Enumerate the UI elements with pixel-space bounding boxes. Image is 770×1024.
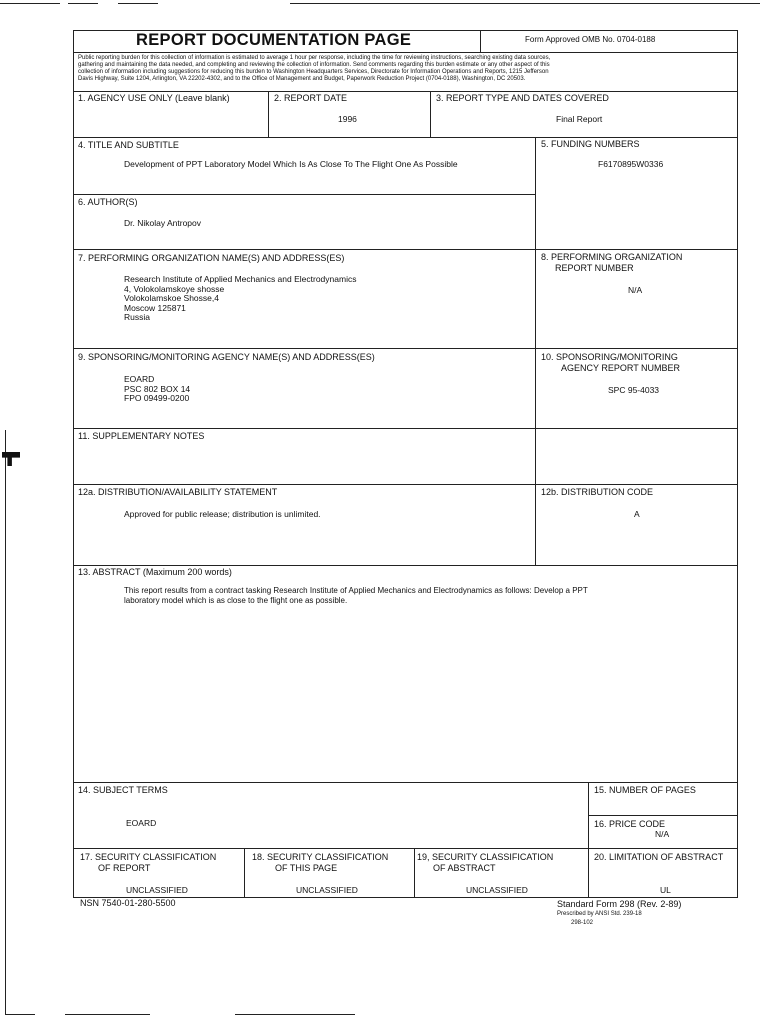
abstract-line: This report results from a contract tasking Research Institute of Applied Mechanics and Electrodynamics as follows: Develop a PPT	[124, 586, 588, 595]
divider	[73, 52, 738, 53]
security-page-value[interactable]: UNCLASSIFIED	[296, 885, 358, 895]
funding-value[interactable]: F6170895W0336	[598, 159, 664, 169]
limitation-value[interactable]: UL	[660, 885, 671, 895]
limitation-label: 20. LIMITATION OF ABSTRACT	[594, 852, 724, 862]
performing-report-label-2: REPORT NUMBER	[555, 263, 634, 273]
divider	[244, 848, 245, 898]
address-line: PSC 802 BOX 14	[124, 383, 191, 394]
scan-mark	[235, 1014, 355, 1015]
number-of-pages-label: 15. NUMBER OF PAGES	[594, 785, 696, 795]
security-report-label-2: OF REPORT	[98, 863, 151, 873]
performing-org-address[interactable]	[124, 275, 356, 323]
author-value[interactable]: Dr. Nikolay Antropov	[124, 218, 202, 228]
nsn-number: NSN 7540-01-280-5500	[80, 898, 176, 908]
title-label: 4. TITLE AND SUBTITLE	[78, 140, 179, 150]
price-code-value[interactable]: N/A	[655, 829, 670, 839]
divider	[268, 91, 269, 137]
divider	[73, 348, 738, 349]
performing-report-value[interactable]: N/A	[628, 285, 643, 295]
security-report-value[interactable]: UNCLASSIFIED	[126, 885, 188, 895]
divider	[73, 249, 738, 250]
divider	[414, 848, 415, 898]
scan-mark	[5, 1014, 35, 1015]
performing-org-label: 7. PERFORMING ORGANIZATION NAME(S) AND ADDRESS(ES)	[78, 253, 345, 263]
scan-mark	[118, 3, 158, 4]
scan-mark	[68, 3, 98, 4]
scan-margin-line	[5, 430, 6, 1015]
title-value[interactable]: Development of PPT Laboratory Model Which Is As Close To The Flight One As Possible	[124, 159, 458, 169]
address-line: Research Institute of Applied Mechanics and Electrodynamics	[124, 274, 357, 284]
address-line: Moscow 125871	[124, 302, 186, 313]
standard-form-label: Standard Form 298 (Rev. 2-89)	[557, 899, 682, 909]
divider	[430, 91, 431, 137]
divider	[535, 137, 536, 565]
divider	[73, 91, 738, 92]
divider	[588, 848, 589, 898]
abstract-text[interactable]	[124, 586, 734, 606]
security-abstract-label-2: OF ABSTRACT	[433, 863, 496, 873]
prescribed-by-label: Prescribed by ANSI Std. 239-18	[557, 911, 642, 917]
author-label: 6. AUTHOR(S)	[78, 197, 138, 207]
address-line: Russia	[124, 312, 150, 322]
divider	[73, 428, 738, 429]
performing-report-label: 8. PERFORMING ORGANIZATION	[541, 252, 683, 262]
divider	[73, 565, 738, 566]
address-line: Volokolamskoe Shosse,4	[124, 293, 219, 303]
subject-terms-label: 14. SUBJECT TERMS	[78, 785, 168, 795]
scan-mark	[290, 3, 760, 4]
form-approved-label: Form Approved OMB No. 0704-0188	[525, 35, 656, 44]
burden-line: gathering and maintaining the data needed, and completing and reviewing the collection of information. Send comments regarding this burden estimate or any other aspect of this	[78, 62, 550, 68]
report-type-label: 3. REPORT TYPE AND DATES COVERED	[436, 93, 609, 103]
report-date-label: 2. REPORT DATE	[274, 93, 348, 103]
abstract-label: 13. ABSTRACT (Maximum 200 words)	[78, 567, 232, 577]
divider	[588, 815, 738, 816]
report-date-value[interactable]: 1996	[338, 114, 357, 124]
security-abstract-label: 19, SECURITY CLASSIFICATION	[417, 852, 554, 862]
report-type-value[interactable]: Final Report	[556, 114, 603, 124]
distribution-label: 12a. DISTRIBUTION/AVAILABILITY STATEMENT	[78, 487, 278, 497]
security-report-label: 17. SECURITY CLASSIFICATION	[80, 852, 217, 862]
distribution-code-label: 12b. DISTRIBUTION CODE	[541, 487, 654, 497]
supplementary-notes-label: 11. SUPPLEMENTARY NOTES	[78, 431, 205, 441]
sponsor-report-label: 10. SPONSORING/MONITORING	[541, 352, 678, 362]
scan-mark	[65, 1014, 150, 1015]
sponsor-report-value[interactable]: SPC 95-4033	[608, 385, 660, 395]
header-divider	[480, 30, 481, 52]
address-line: 4, Volokolamskoye shosse	[124, 283, 225, 294]
divider	[73, 484, 738, 485]
security-page-label: 18. SECURITY CLASSIFICATION	[252, 852, 389, 862]
sponsor-report-label-2: AGENCY REPORT NUMBER	[561, 363, 681, 373]
address-line: FPO 09499-0200	[124, 393, 190, 403]
form-code-label: 298-102	[571, 920, 594, 926]
burden-line: Public reporting burden for this collection of information is estimated to average 1 hour per response, including the time for reviewing instructions, searching existing data sources,	[78, 55, 551, 61]
divider	[73, 137, 738, 138]
page-title: REPORT DOCUMENTATION PAGE	[136, 31, 412, 49]
subject-terms-value[interactable]: EOARD	[126, 818, 157, 828]
abstract-line: laboratory model which is as close to the flight one as possible.	[124, 596, 348, 605]
burden-line: Davis Highway, Suite 1204, Arlington, VA 22202-4302, and to the Office of Management and Budget, Paperwork Reduction Project (0704-0188), Washington, DC 20503.	[78, 76, 526, 82]
distribution-code-value[interactable]: A	[634, 509, 640, 519]
divider	[73, 782, 738, 783]
security-page-label-2: OF THIS PAGE	[275, 863, 338, 873]
burden-statement	[78, 55, 736, 83]
agency-use-label: 1. AGENCY USE ONLY (Leave blank)	[78, 93, 230, 103]
funding-label: 5. FUNDING NUMBERS	[541, 139, 640, 149]
burden-line: collection of information including suggestions for reducing this burden to Washington Headquarters Services, Directorate for Information Operations and Reports, 1215 Jefferson	[78, 69, 549, 75]
divider	[73, 194, 535, 195]
price-code-label: 16. PRICE CODE	[594, 819, 666, 829]
sponsor-address[interactable]	[124, 375, 190, 404]
address-line: EOARD	[124, 374, 155, 384]
divider	[73, 848, 738, 849]
distribution-value[interactable]: Approved for public release; distribution is unlimited.	[124, 509, 321, 519]
security-abstract-value[interactable]: UNCLASSIFIED	[466, 885, 528, 895]
scan-mark	[0, 3, 60, 4]
sponsor-label: 9. SPONSORING/MONITORING AGENCY NAME(S) AND ADDRESS(ES)	[78, 352, 375, 362]
